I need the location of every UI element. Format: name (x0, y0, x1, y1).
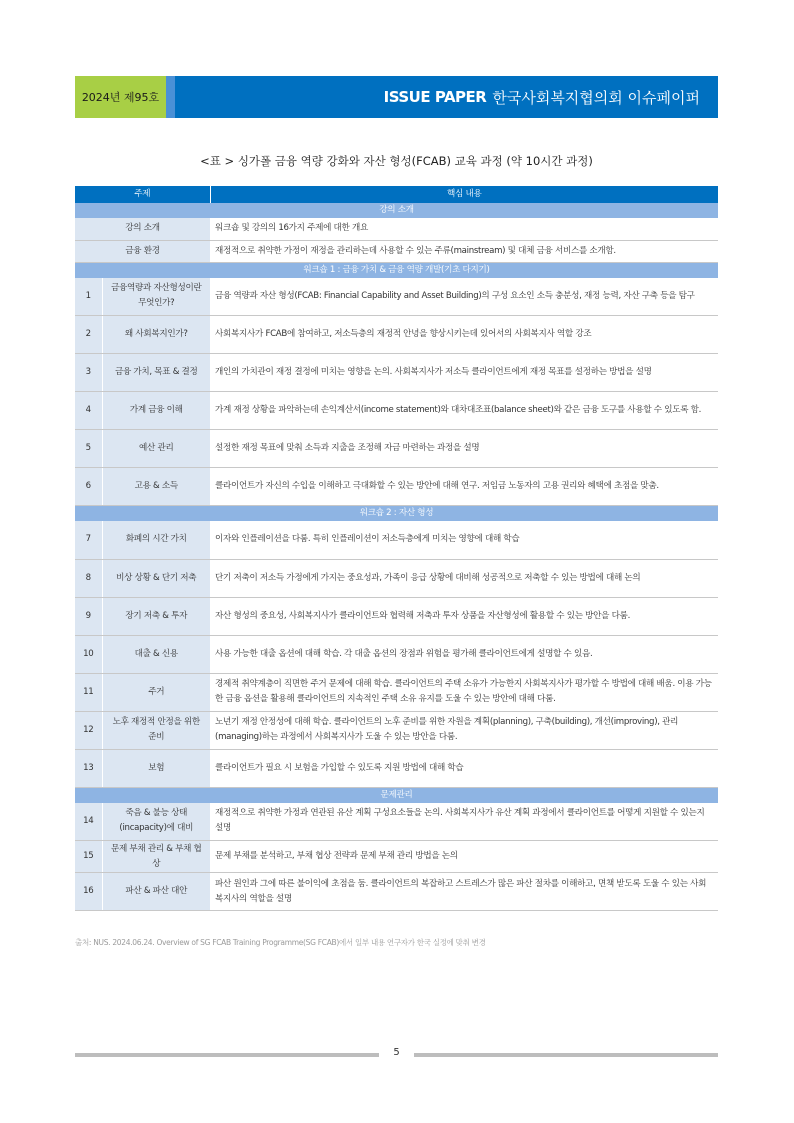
row-content: 문제 부채를 분석하고, 부채 협상 전략과 문제 부채 관리 방법을 논의 (210, 841, 718, 873)
row-content: 이자와 인플레이션을 다룸. 특히 인플레이션이 저소득층에게 미치는 영향에 대해 학습 (210, 521, 718, 559)
row-number: 5 (75, 430, 102, 468)
row-number: 15 (75, 841, 102, 873)
row-topic: 대출 & 신용 (102, 635, 210, 673)
col-header-content: 핵심 내용 (210, 186, 718, 203)
section-label: 문제관리 (75, 787, 718, 803)
row-number: 9 (75, 597, 102, 635)
row-topic: 강의 소개 (75, 218, 210, 240)
source-note: 출처: NUS. 2024.06.24. Overview of SG FCAB Training Programme(SG FCAB)에서 일부 내용 연구자가 한국 실정에 맞춰 변경 (75, 938, 486, 947)
row-number: 16 (75, 873, 102, 911)
footer-rule-right (414, 1053, 718, 1057)
org-label: 한국사회복지협의회 이슈페이퍼 (492, 88, 700, 107)
row-content: 단기 저축이 저소득 가정에게 가지는 중요성과, 가족이 응급 상황에 대비해 성공적으로 저축할 수 있는 방법에 대해 논의 (210, 559, 718, 597)
table-row (75, 430, 718, 468)
row-topic: 금융역량과 자산형성이란 무엇인가? (102, 278, 210, 316)
row-topic: 노후 재정적 안정을 위한 준비 (102, 711, 210, 749)
table-row (75, 559, 718, 597)
row-content: 경제적 취약계층이 직면한 주거 문제에 대해 학습. 클라이언트의 주택 소유가 가능한지 사회복지사가 평가할 수 방법에 대해 배움. 이용 가능한 금융 옵션을 활용해 클라이언트의 지속적인 주택 소유 유지를 도울 수 있는 방안에 대해 다룸. (210, 673, 718, 711)
table-title: <표 > 싱가폴 금융 역량 강화와 자산 형성(FCAB) 교육 과정 (약 10시간 과정) (200, 154, 593, 168)
row-content: 금융 역량과 자산 형성(FCAB: Financial Capability and Asset Building)의 구성 요소인 소득 충분성, 재정 능력, 자산 구축 등을 탐구 (210, 278, 718, 316)
section-row-ws2 (75, 506, 718, 522)
row-number: 7 (75, 521, 102, 559)
section-label: 워크숍 1 : 금융 가치 & 금융 역량 개발(기초 다지기) (75, 262, 718, 278)
row-number: 1 (75, 278, 102, 316)
table-row (75, 218, 718, 240)
row-content: 재정적으로 취약한 가정과 연관된 유산 계획 구성요소들을 논의. 사회복지사가 유산 계획 과정에서 클라이언트를 어떻게 지원할 수 있는지 설명 (210, 803, 718, 841)
row-topic: 금융 가치, 목표 & 결정 (102, 354, 210, 392)
row-content: 설정한 재정 목표에 맞춰 소득과 지출을 조정해 자금 마련하는 과정을 설명 (210, 430, 718, 468)
table-row (75, 240, 718, 262)
section-label: 강의 소개 (75, 203, 718, 218)
row-topic: 파산 & 파산 대안 (102, 873, 210, 911)
row-number: 4 (75, 392, 102, 430)
row-content: 워크숍 및 강의의 16가지 주제에 대한 개요 (210, 218, 718, 240)
row-content: 파산 원인과 그에 따른 불이익에 초점을 둠. 클라이언트의 복잡하고 스트레스가 많은 파산 절차를 이해하고, 면책 받도록 도울 수 있는 사회복지사의 역할을 설명 (210, 873, 718, 911)
row-content: 재정적으로 취약한 가정이 재정을 관리하는데 사용할 수 있는 주류(mainstream) 및 대체 금융 서비스를 소개함. (210, 240, 718, 262)
table-header-row (75, 186, 718, 203)
row-content: 노년기 재정 안정성에 대해 학습. 클라이언트의 노후 준비를 위한 자원을 계획(planning), 구축(building), 개선(improving), 관리(managing)하는 과정에서 사회복지사가 도울 수 있는 방안을 다룸. (210, 711, 718, 749)
row-topic: 주거 (102, 673, 210, 711)
row-topic: 비상 상황 & 단기 저축 (102, 559, 210, 597)
row-topic: 죽음 & 불능 상태(incapacity)에 대비 (102, 803, 210, 841)
table-row (75, 711, 718, 749)
table-row (75, 673, 718, 711)
row-number: 3 (75, 354, 102, 392)
row-topic: 장기 저축 & 투자 (102, 597, 210, 635)
table-row (75, 316, 718, 354)
table-body (75, 203, 718, 911)
row-topic: 왜 사회복지인가? (102, 316, 210, 354)
section-row-ws1 (75, 262, 718, 278)
row-number: 13 (75, 749, 102, 787)
row-number: 14 (75, 803, 102, 841)
issue-number: 2024년 제95호 (75, 76, 166, 118)
page-number: 5 (393, 1047, 400, 1058)
row-content: 가계 재정 상황을 파악하는데 손익계산서(income statement)와 대차대조표(balance sheet)와 같은 금융 도구를 사용할 수 있도록 함. (210, 392, 718, 430)
curriculum-table (75, 186, 718, 911)
table-row (75, 278, 718, 316)
header-stripe (166, 76, 175, 118)
row-content: 개인의 가치관이 재정 결정에 미치는 영향을 논의. 사회복지사가 저소득 클라이언트에게 재정 목표를 설정하는 방법을 설명 (210, 354, 718, 392)
row-number: 8 (75, 559, 102, 597)
footer-rule-left (75, 1053, 379, 1057)
table-row (75, 597, 718, 635)
row-number: 11 (75, 673, 102, 711)
table-row (75, 803, 718, 841)
row-topic: 금융 환경 (75, 240, 210, 262)
row-content: 사회복지사가 FCAB에 참여하고, 저소득층의 재정적 안녕을 향상시키는데 있어서의 사회복지사 역할 강조 (210, 316, 718, 354)
row-content: 사용 가능한 대출 옵션에 대해 학습. 각 대출 옵션의 장점과 위험을 평가해 클라이언트에게 설명할 수 있음. (210, 635, 718, 673)
section-row-debt (75, 787, 718, 803)
table-row (75, 873, 718, 911)
row-topic: 보험 (102, 749, 210, 787)
table-row (75, 841, 718, 873)
table-row (75, 749, 718, 787)
header-banner (175, 76, 718, 118)
table-row (75, 354, 718, 392)
col-header-topic: 주제 (75, 186, 210, 203)
table-row (75, 392, 718, 430)
row-number: 10 (75, 635, 102, 673)
section-row-intro (75, 203, 718, 218)
row-content: 자산 형성의 중요성, 사회복지사가 클라이언트와 협력해 저축과 투자 상품을 자산형성에 활용할 수 있는 방안을 다룸. (210, 597, 718, 635)
brand-label: ISSUE PAPER (383, 88, 487, 106)
section-label: 워크숍 2 : 자산 형성 (75, 506, 718, 522)
page-header (75, 76, 718, 118)
row-content: 클라이언트가 필요 시 보험을 가입할 수 있도록 지원 방법에 대해 학습 (210, 749, 718, 787)
table-row (75, 521, 718, 559)
table-row (75, 468, 718, 506)
row-number: 12 (75, 711, 102, 749)
row-topic: 문제 부채 관리 & 부채 협상 (102, 841, 210, 873)
row-content: 클라이언트가 자신의 수입을 이해하고 극대화할 수 있는 방안에 대해 연구. 저임금 노동자의 고용 권리와 혜택에 초점을 맞춤. (210, 468, 718, 506)
row-topic: 화폐의 시간 가치 (102, 521, 210, 559)
row-topic: 가계 금융 이해 (102, 392, 210, 430)
row-topic: 예산 관리 (102, 430, 210, 468)
table-row (75, 635, 718, 673)
row-number: 6 (75, 468, 102, 506)
row-topic: 고용 & 소득 (102, 468, 210, 506)
row-number: 2 (75, 316, 102, 354)
